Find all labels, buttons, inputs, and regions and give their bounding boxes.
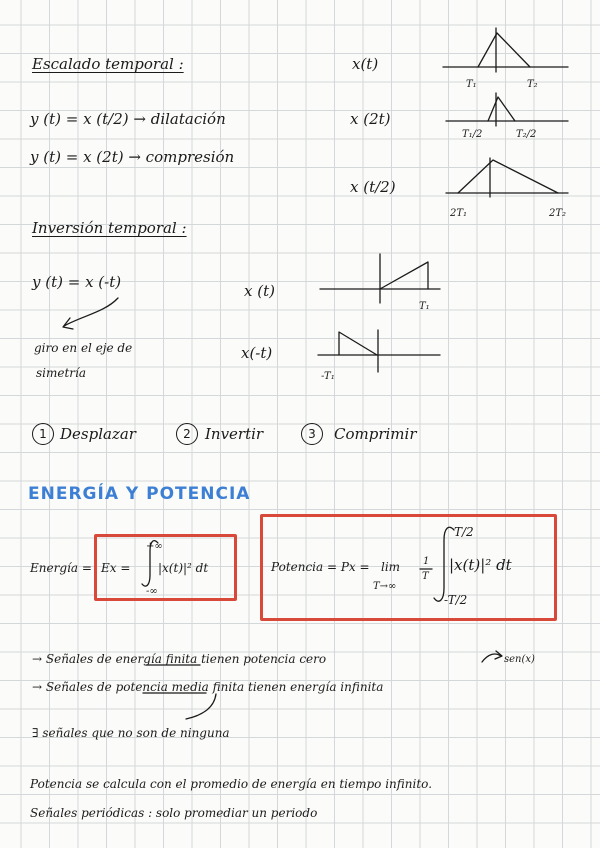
tick-2t2: 2T₂: [549, 208, 567, 219]
signal-inv-xmt: [339, 332, 377, 355]
tick-t1-inv: T₁: [419, 301, 430, 312]
equation-compresion: y (t) = x (2t) → compresión: [30, 148, 235, 166]
energy-lower-limit: -∞: [146, 586, 158, 597]
section-title-inversion: Inversión temporal :: [32, 219, 187, 237]
label-x2t: x (2t): [350, 110, 391, 128]
power-lim-sub: T→∞: [373, 581, 397, 592]
tick-2t1: 2T₁: [450, 208, 468, 219]
power-upper-limit: T/2: [454, 525, 474, 539]
power-fraction-den: T: [422, 571, 429, 582]
arrow-ninguna: [186, 694, 216, 719]
tick-neg-t1: -T₁: [321, 371, 335, 382]
step-2-label: Invertir: [205, 425, 264, 443]
step-1-circle: 1: [32, 423, 54, 445]
signal-x2t: [488, 97, 515, 121]
equation-dilatacion: y (t) = x (t/2) → dilatación: [30, 110, 226, 128]
signal-xt: [478, 33, 530, 67]
step-3-circle: 3: [301, 423, 323, 445]
note-periodicas: Señales periódicas : solo promediar un periodo: [30, 806, 318, 820]
note-senx: sen(x): [504, 654, 535, 665]
note-promedio: Potencia se calcula con el promedio de energía en tiempo infinito.: [30, 777, 433, 791]
step-3-label: Comprimir: [334, 425, 417, 443]
power-integrand: |x(t)|² dt: [449, 556, 512, 574]
label-xt: x(t): [352, 55, 379, 73]
power-integral-sign: [434, 527, 454, 601]
energy-integral-sign: [142, 541, 158, 587]
tick-t1: T₁: [466, 79, 477, 90]
power-fraction-num: 1: [423, 556, 430, 567]
label-xmt: x(-t): [241, 344, 273, 362]
power-lim: lim: [381, 560, 401, 574]
note-ninguna: ∃ señales que no son de ninguna: [32, 726, 230, 740]
signal-xt2: [458, 160, 558, 193]
tick-t2: T₂: [527, 79, 538, 90]
label-xt-inv: x (t): [244, 282, 275, 300]
note-potencia-finita: → Señales de potencia media finita tienen energía infinita: [32, 680, 384, 694]
energy-integrand: |x(t)|² dt: [158, 561, 209, 575]
heading-energia-potencia: ENERGÍA Y POTENCIA: [28, 484, 251, 504]
energy-lhs: Ex =: [101, 561, 131, 575]
energy-label: Energía =: [30, 561, 92, 575]
note-giro: giro en el eje de: [34, 341, 133, 355]
tick-t2-half: T₂/2: [516, 129, 537, 140]
note-energia-finita: → Señales de energía finita tienen potencia cero: [32, 652, 327, 666]
energy-upper-limit: +∞: [146, 541, 163, 552]
signal-inv-xt: [380, 262, 428, 289]
power-lower-limit: -T/2: [444, 593, 468, 607]
tick-t1-half: T₁/2: [462, 129, 483, 140]
label-xt2: x (t/2): [350, 178, 396, 196]
step-1-label: Desplazar: [60, 425, 136, 443]
power-label: Potencia = Px =: [271, 560, 370, 574]
equation-inversion: y (t) = x (-t): [32, 273, 122, 291]
section-title-escalado: Escalado temporal :: [32, 55, 184, 73]
arrow-giro: [64, 298, 118, 326]
note-simetria: simetría: [36, 366, 87, 380]
step-2-circle: 2: [176, 423, 198, 445]
